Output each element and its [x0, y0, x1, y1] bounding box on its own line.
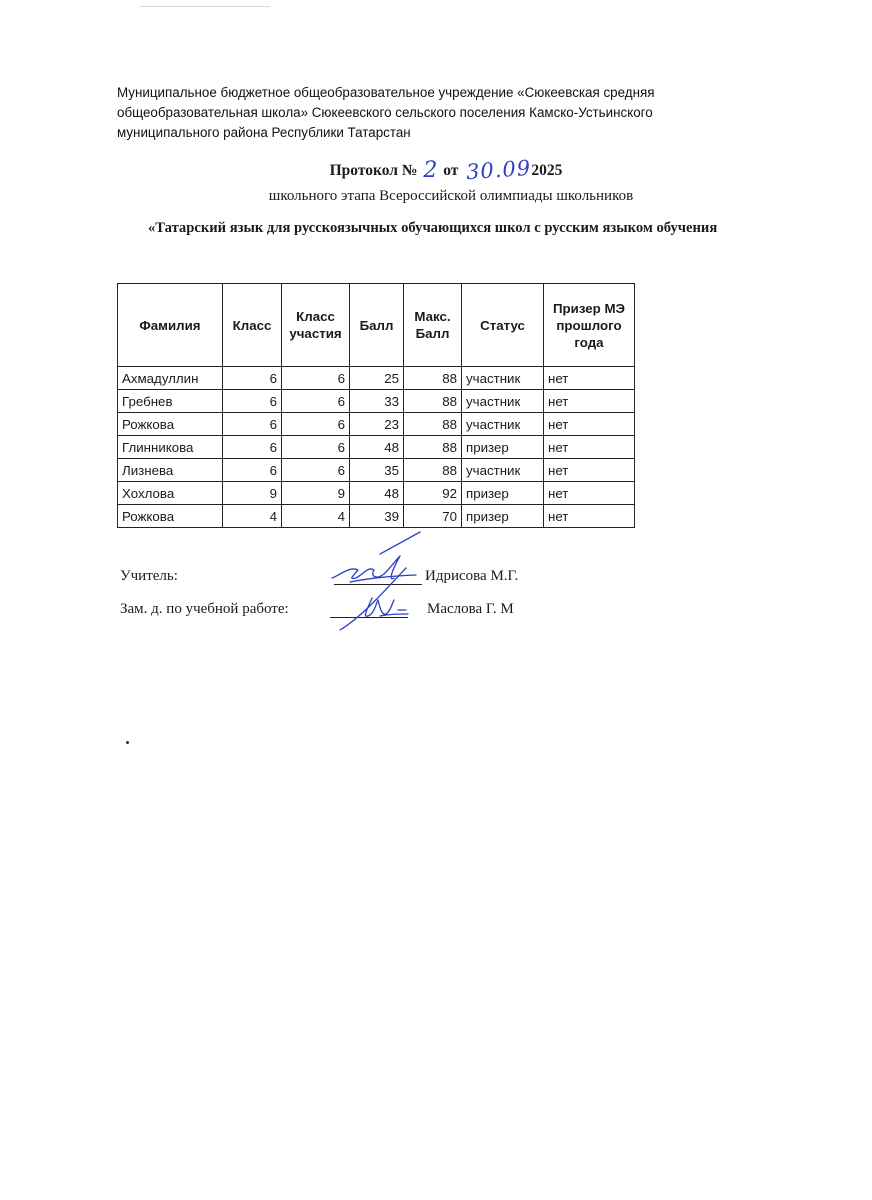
cell-status: призер — [462, 482, 544, 505]
deputy-signature-stroke — [340, 568, 408, 630]
cell-max-score: 88 — [404, 436, 462, 459]
cell-prize-last-year: нет — [544, 413, 635, 436]
teacher-signature-stroke — [332, 532, 420, 582]
cell-class: 9 — [223, 482, 282, 505]
cell-status: участник — [462, 413, 544, 436]
header-score: Балл — [350, 284, 404, 367]
cell-max-score: 88 — [404, 413, 462, 436]
cell-surname: Ахмадуллин — [118, 367, 223, 390]
header-class: Класс — [223, 284, 282, 367]
cell-class: 6 — [223, 390, 282, 413]
cell-participation-class: 4 — [282, 505, 350, 528]
deputy-name: Маслова Г. М — [427, 601, 514, 617]
cell-score: 25 — [350, 367, 404, 390]
header-prize-last-year: Призер МЭ прошлого года — [544, 284, 635, 367]
cell-status: участник — [462, 459, 544, 482]
cell-score: 33 — [350, 390, 404, 413]
cell-class: 6 — [223, 436, 282, 459]
cell-max-score: 88 — [404, 390, 462, 413]
teacher-name: Идрисова М.Г. — [425, 568, 519, 584]
cell-prize-last-year: нет — [544, 390, 635, 413]
table-row — [118, 367, 635, 390]
olympiad-subject: «Татарский язык для русскоязычных обучающихся школ с русским языком обучения — [148, 220, 718, 236]
cell-participation-class: 6 — [282, 459, 350, 482]
cell-score: 48 — [350, 482, 404, 505]
cell-max-score: 92 — [404, 482, 462, 505]
protocol-year: 2025 — [531, 162, 563, 179]
cell-status: участник — [462, 367, 544, 390]
scan-artifact-line — [140, 6, 270, 7]
protocol-label: Протокол № — [329, 162, 418, 179]
table-row — [118, 390, 635, 413]
cell-prize-last-year: нет — [544, 436, 635, 459]
header-status: Статус — [462, 284, 544, 367]
scan-artifact-dot — [126, 741, 129, 744]
cell-class: 6 — [223, 367, 282, 390]
table-row — [118, 505, 635, 528]
cell-prize-last-year: нет — [544, 459, 635, 482]
results-table — [117, 283, 635, 528]
cell-status: участник — [462, 390, 544, 413]
cell-surname: Гребнев — [118, 390, 223, 413]
cell-max-score: 88 — [404, 367, 462, 390]
cell-score: 48 — [350, 436, 404, 459]
cell-surname: Хохлова — [118, 482, 223, 505]
cell-participation-class: 9 — [282, 482, 350, 505]
protocol-subtitle: школьного этапа Всероссийской олимпиады школьников — [268, 188, 634, 204]
table-header-row — [118, 284, 635, 367]
cell-score: 35 — [350, 459, 404, 482]
organization-header: Муниципальное бюджетное общеобразовательное учреждение «Сюкеевская средняя общеобразовательная школа» Сюкеевского сельского поселения Камско-Устьинского муниципального района Республики Татарстан — [117, 85, 655, 140]
table-row — [118, 482, 635, 505]
cell-status: призер — [462, 436, 544, 459]
protocol-number-handwritten: 2 — [423, 158, 438, 183]
header-surname: Фамилия — [118, 284, 223, 367]
table-row — [118, 436, 635, 459]
cell-surname: Глинникова — [118, 436, 223, 459]
cell-participation-class: 6 — [282, 436, 350, 459]
cell-max-score: 88 — [404, 459, 462, 482]
cell-score: 23 — [350, 413, 404, 436]
cell-prize-last-year: нет — [544, 505, 635, 528]
cell-max-score: 70 — [404, 505, 462, 528]
protocol-date-prefix: от — [443, 162, 459, 179]
cell-prize-last-year: нет — [544, 482, 635, 505]
cell-surname: Лизнева — [118, 459, 223, 482]
cell-participation-class: 6 — [282, 367, 350, 390]
cell-prize-last-year: нет — [544, 367, 635, 390]
cell-surname: Рожкова — [118, 505, 223, 528]
cell-surname: Рожкова — [118, 413, 223, 436]
cell-class: 4 — [223, 505, 282, 528]
cell-class: 6 — [223, 413, 282, 436]
handwritten-signatures — [320, 530, 430, 635]
header-max-score: Макс. Балл — [404, 284, 462, 367]
protocol-title — [0, 155, 872, 185]
cell-status: призер — [462, 505, 544, 528]
protocol-date-handwritten: 30.09 — [465, 155, 533, 185]
cell-participation-class: 6 — [282, 390, 350, 413]
table-row — [118, 459, 635, 482]
header-participation-class: Класс участия — [282, 284, 350, 367]
table-row — [118, 413, 635, 436]
deputy-label: Зам. д. по учебной работе: — [120, 601, 289, 617]
cell-score: 39 — [350, 505, 404, 528]
teacher-label: Учитель: — [120, 568, 178, 584]
cell-participation-class: 6 — [282, 413, 350, 436]
cell-class: 6 — [223, 459, 282, 482]
